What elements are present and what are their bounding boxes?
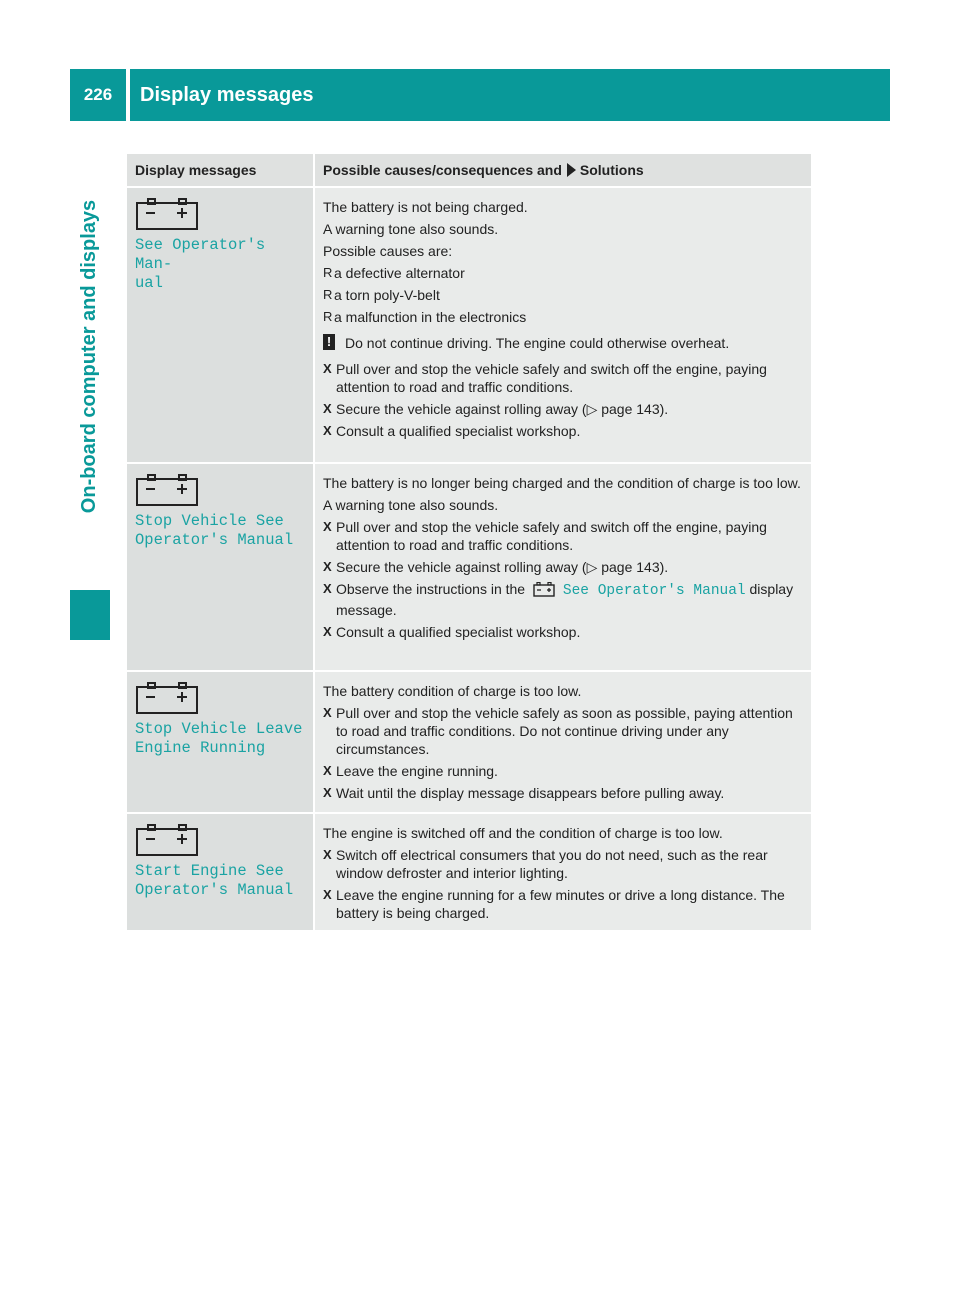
step-text: Pull over and stop the vehicle safely as soon as possible, paying attention to road and traffic conditions. Do not continue driving under any circumstances. <box>336 705 793 757</box>
solution-step <box>323 580 805 619</box>
step-text <box>336 580 805 619</box>
warning-text: Do not continue driving. The engine could otherwise overheat. <box>345 335 730 351</box>
display-message-text: Stop Vehicle See Operator's Manual <box>135 512 294 549</box>
step-marker: X <box>323 519 332 534</box>
step-text: Pull over and stop the vehicle safely and switch off the engine, paying attention to road and traffic conditions. <box>336 519 767 553</box>
table-row <box>127 672 811 812</box>
step-text: Leave the engine running for a few minutes or drive a long distance. The battery is being charged. <box>336 887 785 921</box>
message-cell <box>127 672 313 812</box>
page-header <box>70 69 890 121</box>
list-item <box>323 264 805 282</box>
step-marker: X <box>323 401 332 416</box>
message-cell <box>127 464 313 670</box>
display-message-text: See Operator's Man- ual <box>135 236 266 292</box>
battery-icon <box>136 824 198 856</box>
section-side-label: On-board computer and displays <box>78 199 101 513</box>
step-text: Consult a qualified specialist workshop. <box>336 423 581 439</box>
battery-icon <box>136 682 198 714</box>
step-text: Secure the vehicle against rolling away (▷ page 143). <box>336 559 669 575</box>
step-text-part: display message. <box>336 581 794 618</box>
warning-note <box>323 334 805 352</box>
step-marker: X <box>323 887 332 902</box>
cause-text: A warning tone also sounds. <box>323 221 499 237</box>
step-text: Switch off electrical consumers that you do not need, such as the rear window defroster and interior lighting. <box>336 847 768 881</box>
column-header-causes: Possible causes/consequences and <box>323 162 562 178</box>
solution-cell <box>315 464 811 670</box>
solution-cell <box>315 814 811 930</box>
step-marker: X <box>323 705 332 720</box>
solution-arrow-icon <box>567 163 576 177</box>
step-text: Leave the engine running. <box>336 763 498 779</box>
section-side-tab <box>70 121 110 591</box>
column-header-solutions <box>315 154 811 186</box>
solution-step <box>323 886 805 922</box>
battery-icon <box>136 198 198 230</box>
bullet-marker: R <box>323 309 333 324</box>
solution-step <box>323 784 805 802</box>
column-header-solutions-label: Solutions <box>579 162 644 178</box>
table-row <box>127 188 811 462</box>
step-marker: X <box>323 581 332 596</box>
battery-icon <box>533 582 555 601</box>
step-marker: X <box>323 624 332 639</box>
step-marker: X <box>323 763 332 778</box>
solution-step <box>323 400 805 418</box>
table-header <box>127 154 811 186</box>
step-text-part: Observe the instructions in the <box>336 581 526 597</box>
cause-text: Possible causes are: <box>323 243 453 259</box>
list-item-text: a defective alternator <box>334 265 465 281</box>
page-title: Display messages <box>130 69 890 121</box>
solution-cell <box>315 188 811 462</box>
step-marker: X <box>323 785 332 800</box>
page-number: 226 <box>70 69 126 121</box>
step-marker: X <box>323 423 332 438</box>
cause-text: The battery is no longer being charged and the condition of charge is too low. <box>323 475 801 491</box>
message-cell <box>127 188 313 462</box>
cause-text: The battery condition of charge is too low. <box>323 683 582 699</box>
section-side-marker <box>70 590 110 640</box>
display-message-text: Stop Vehicle Leave Engine Running <box>135 720 303 757</box>
bullet-marker: R <box>323 265 333 280</box>
cause-text: The battery is not being charged. <box>323 199 528 215</box>
solution-step <box>323 623 805 641</box>
list-item-text: a malfunction in the electronics <box>334 309 527 325</box>
display-messages-table <box>127 154 811 930</box>
step-marker: X <box>323 361 332 376</box>
referenced-message: See Operator's Manual <box>562 583 746 599</box>
step-text: Wait until the display message disappears before pulling away. <box>336 785 725 801</box>
step-text: Pull over and stop the vehicle safely and switch off the engine, paying attention to road and traffic conditions. <box>336 361 767 395</box>
solution-step <box>323 422 805 440</box>
step-marker: X <box>323 559 332 574</box>
solution-step <box>323 762 805 780</box>
bullet-marker: R <box>323 287 333 302</box>
solution-step <box>323 558 805 576</box>
list-item-text: a torn poly-V-belt <box>334 287 440 303</box>
display-message-text: Start Engine See Operator's Manual <box>135 862 294 899</box>
list-item <box>323 308 805 326</box>
list-item <box>323 286 805 304</box>
warning-icon: ! <box>323 334 335 350</box>
solution-step <box>323 704 805 758</box>
solution-cell <box>315 672 811 812</box>
solution-step <box>323 518 805 554</box>
cause-text: A warning tone also sounds. <box>323 497 499 513</box>
column-header-display-messages: Display messages <box>127 154 313 186</box>
table-row <box>127 814 811 930</box>
table-row <box>127 464 811 670</box>
step-text: Secure the vehicle against rolling away (▷ page 143). <box>336 401 669 417</box>
step-marker: X <box>323 847 332 862</box>
message-cell <box>127 814 313 930</box>
battery-icon <box>136 474 198 506</box>
solution-step <box>323 846 805 882</box>
solution-step <box>323 360 805 396</box>
cause-text: The engine is switched off and the condition of charge is too low. <box>323 825 723 841</box>
step-text: Consult a qualified specialist workshop. <box>336 624 581 640</box>
